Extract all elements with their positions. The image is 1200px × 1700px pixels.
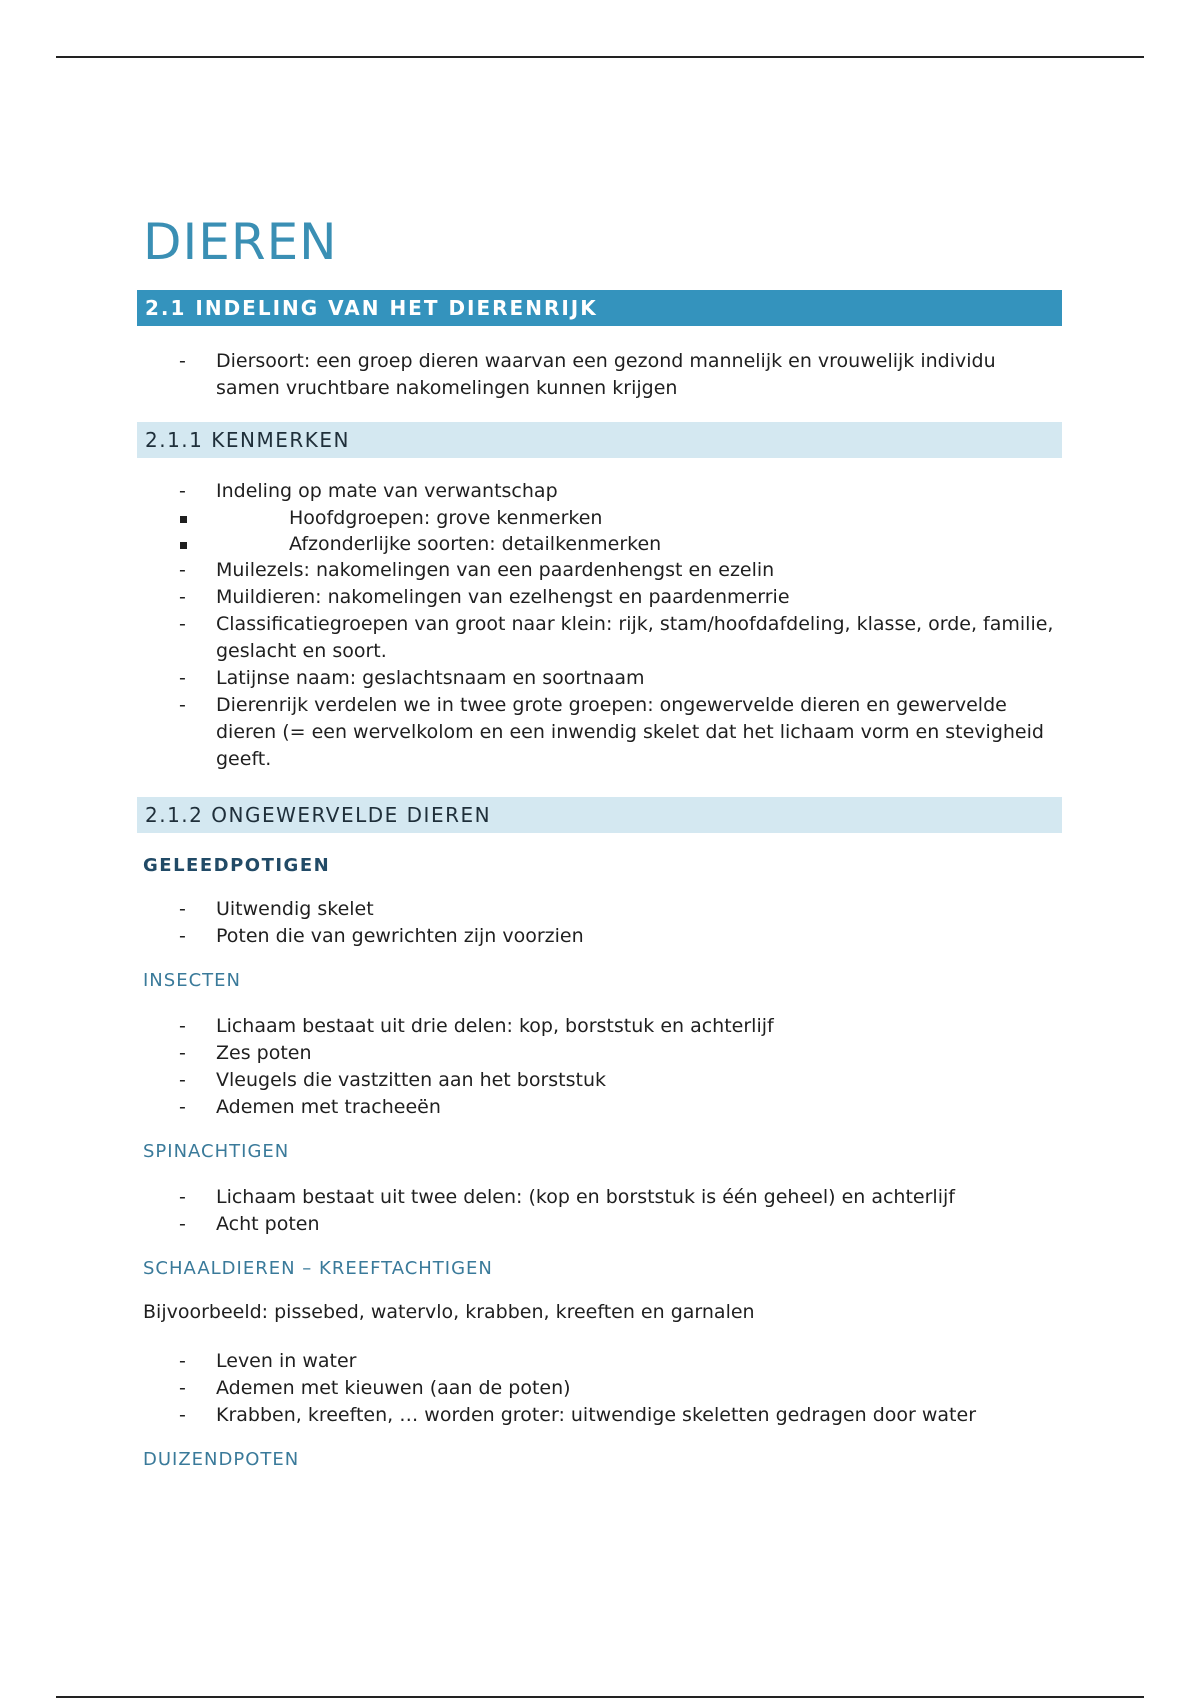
list-item: - Leven in water: [137, 1348, 1062, 1375]
list-item: - Lichaam bestaat uit drie delen: kop, borststuk en achterlijf: [137, 1013, 1062, 1040]
subheading-insecten: INSECTEN: [143, 970, 241, 991]
insecten-list: [137, 1013, 1062, 1121]
schaaldieren-example: Bijvoorbeeld: pissebed, watervlo, krabben, kreeften en garnalen: [143, 1301, 755, 1323]
subheading-duizendpoten: DUIZENDPOTEN: [143, 1449, 300, 1470]
sub-list-item: Hoofdgroepen: grove kenmerken: [137, 505, 1062, 531]
list-item: - Ademen met kieuwen (aan de poten): [137, 1375, 1062, 1402]
list-item: - Ademen met tracheeën: [137, 1094, 1062, 1121]
list-item: - Acht poten: [137, 1211, 1062, 1238]
list-item: - Classificatiegroepen van groot naar klein: rijk, stam/hoofdafdeling, klasse, orde, familie, geslacht en soort.: [137, 611, 1062, 665]
list-item: - Diersoort: een groep dieren waarvan een gezond mannelijk en vrouwelijk individu samen vruchtbare nakomelingen kunnen krijgen: [137, 348, 1062, 402]
list-item: - Krabben, kreeften, … worden groter: uitwendige skeletten gedragen door water: [137, 1402, 1062, 1429]
section-heading-2-1-1: 2.1.1 KENMERKEN: [137, 422, 1062, 458]
list-item: - Vleugels die vastzitten aan het borststuk: [137, 1067, 1062, 1094]
geleedpotigen-list: [137, 896, 1062, 950]
document-title: DIEREN: [143, 213, 338, 271]
list-item: - Muilezels: nakomelingen van een paardenhengst en ezelin: [137, 557, 1062, 584]
subheading-schaaldieren: SCHAALDIEREN – KREEFTACHTIGEN: [143, 1258, 493, 1279]
kenmerken-sublist: [137, 505, 1062, 557]
sub-list-item: Afzonderlijke soorten: detailkenmerken: [137, 531, 1062, 557]
spinachtigen-list: [137, 1184, 1062, 1238]
list-item: [137, 478, 1062, 557]
header-rule: [56, 56, 1144, 58]
list-item: - Dierenrijk verdelen we in twee grote groepen: ongewervelde dieren en gewervelde dieren (= een wervelkolom en een inwendig skelet dat het lichaam vorm en stevigheid geeft.: [137, 692, 1062, 773]
section-2-1-list: [137, 348, 1062, 402]
document-page: [137, 212, 1062, 1470]
kenmerken-list: [137, 478, 1062, 773]
list-item: - Uitwendig skelet: [137, 896, 1062, 923]
list-item: - Zes poten: [137, 1040, 1062, 1067]
footer-rule: [56, 1696, 1144, 1698]
list-item: - Muildieren: nakomelingen van ezelhengst en paardenmerrie: [137, 584, 1062, 611]
list-item: - Poten die van gewrichten zijn voorzien: [137, 923, 1062, 950]
list-item: - Lichaam bestaat uit twee delen: (kop en borststuk is één geheel) en achterlijf: [137, 1184, 1062, 1211]
subheading-geleedpotigen: GELEEDPOTIGEN: [143, 855, 331, 876]
list-item-text: Indeling op mate van verwantschap: [216, 480, 558, 502]
section-heading-2-1: 2.1 INDELING VAN HET DIERENRIJK: [137, 290, 1062, 326]
list-item: - Latijnse naam: geslachtsnaam en soortnaam: [137, 665, 1062, 692]
subheading-spinachtigen: SPINACHTIGEN: [143, 1141, 290, 1162]
section-heading-2-1-2: 2.1.2 ONGEWERVELDE DIEREN: [137, 797, 1062, 833]
schaaldieren-list: [137, 1348, 1062, 1429]
